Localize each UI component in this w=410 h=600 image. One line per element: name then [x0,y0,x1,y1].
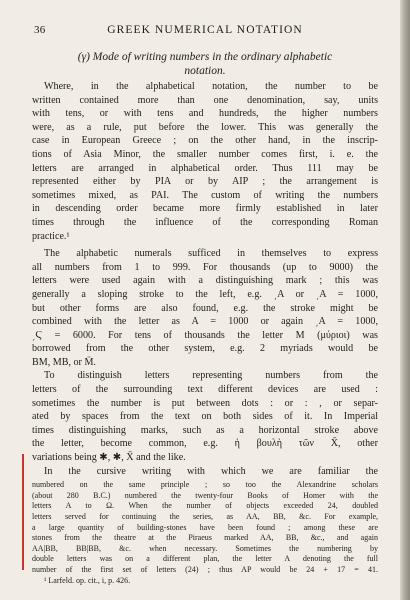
footnote-line: double letters was on a different plan, the letter A denoting the full [32,554,378,564]
text-line: all numbers from 1 to 999. For thousands (up to 9000) the [32,261,378,273]
footnote-block [32,480,378,586]
text-line: times through the influence of the corresponding Roman [32,216,378,228]
section-title-line: (γ) Mode of writing numbers in the ordinary alphabetic [77,51,333,63]
text-line: ͵Ϛ = 6000. For tens of thousands the letter M (μύριοι) was [32,329,378,341]
text-line: with tens, or with tens and hundreds, the higher numbers [32,108,378,120]
text-line: sometimes mixed, as PAI. The custom of writing the numbers [32,189,378,201]
paragraph-3 [32,369,378,464]
footnote-line: a large quantity of building-stones have been found ; among these are [32,522,378,532]
footnote-line: numbered on the same principle ; so too the Alexandrine scholars [32,480,378,490]
text-line: borrowed from the other system, e.g. 2 myriads would be [32,343,378,355]
text-line: variations being ✱, ✱, X̄ and the like. [32,452,186,464]
footnote-line: stones from the theatre at the Piraeus marked AA, BB, &c., and again [32,533,378,543]
page-edge [400,0,410,600]
footnote-line: number of the first set of letters (24) ; thus AP would be 24 + 17 = 41. [32,564,378,574]
text-line: written contained more than one denomination, say, units [32,94,378,106]
body-text [32,80,378,586]
page-header [30,24,380,38]
text-line: letters were used again with a distinguishing mark ; this was [32,275,378,287]
page-number: 36 [34,24,46,36]
text-line: combined with the letter as A = 1000 or again ͵A = 1000, [32,316,378,328]
text-line: practice.¹ [32,230,70,242]
text-line: case in European Greece ; on the other hand, in the inscrip- [32,135,378,147]
text-line: but other forms are also found, e.g. the stroke might be [32,302,378,314]
text-line: were, as a rule, put before the lower. This was generally the [32,121,378,133]
section-title [30,50,380,78]
section-title-line: notation. [184,65,226,77]
text-line: generally a sloping stroke to the left, e.g. ͵A or ͵A = 1000, [32,288,378,300]
text-line: letters are arranged in alphabetical order. Thus 111 may be [32,162,378,174]
footnote-line: AA|BB, BB|BB, &c. when necessary. Sometimes the numbering by [32,543,378,553]
text-line: ated by spaces from the text on both sides of it. In Imperial [32,411,378,423]
text-line: letters of the surrounding text different devices are used : [32,384,378,396]
running-title: GREEK NUMERICAL NOTATION [107,24,303,36]
text-line: the letter, become common, e.g. ἡ βουλὴ τῶν X̄, other [32,438,378,450]
footnote-line: (about 280 B.C.) numbered the twenty-four Books of Homer with the [32,490,378,500]
margin-mark [22,454,24,570]
footnote-reference: ¹ Larfeld. op. cit., i, p. 426. [44,575,131,585]
paragraph-1 [32,80,378,243]
text-line: Where, in the alphabetical notation, the number to be [44,81,378,92]
footnote-line: letters A to Ω. When the number of objects exceeded 24, doubled [32,501,378,511]
text-line: To distinguish letters representing numbers from the [44,370,378,382]
text-line: In the cursive writing with which we are familiar the [44,465,378,477]
paragraph-4 [32,465,378,479]
text-line: The alphabetic numerals sufficed in themselves to express [44,248,378,260]
text-line: times distinguishing marks, such as a horizontal stroke above [32,424,378,436]
footnote-line: letters served for continuing the series, as AA, BB, &c. For example, [32,512,378,521]
text-line: BM, MB, or M̈. [32,356,96,368]
paragraph-2 [32,247,378,369]
text-line: represented either by PIA or by AIP ; the arrangement is [32,176,378,188]
text-line: sometimes the number is put between dots : or : , or separ- [32,397,378,409]
text-line: in descending order became more firmly established in later [32,203,378,215]
text-line: tions of Asia Minor, the smaller number comes first, i. e. the [32,148,378,160]
